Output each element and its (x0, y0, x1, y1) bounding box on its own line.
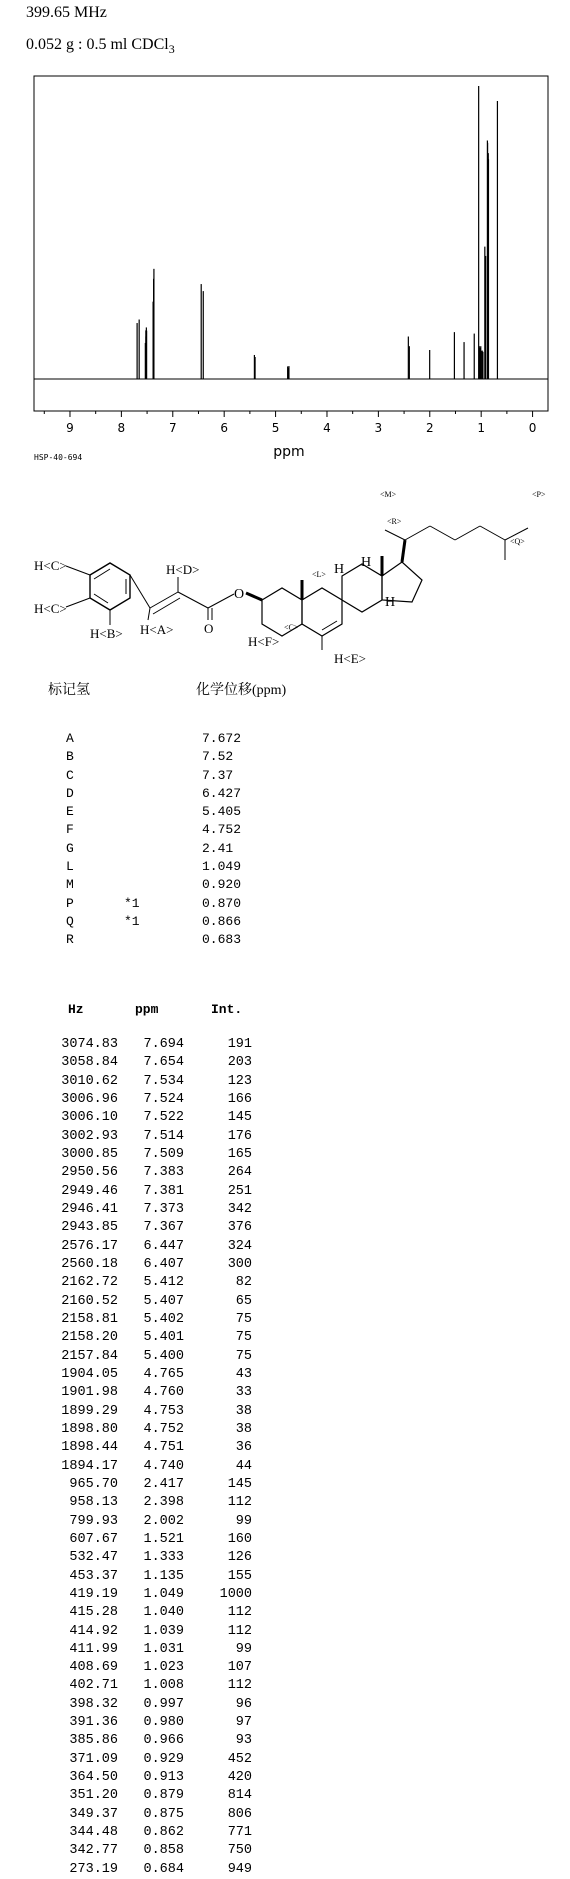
peak-ppm: 1.049 (143, 1586, 184, 1602)
peak-int: 452 (227, 1751, 252, 1767)
side-chain-bond (385, 530, 405, 540)
assignment-label: L (66, 859, 74, 875)
peak-ppm: 0.862 (143, 1825, 184, 1841)
spectrum-code: HSP-40-694 (34, 453, 83, 462)
peak-ppm: 1.040 (143, 1605, 184, 1621)
peak-ppm: 2.398 (143, 1495, 184, 1511)
assignment-ppm: 4.752 (202, 822, 242, 838)
label-h-ring-b: H (334, 562, 345, 577)
assignment-label: C (66, 767, 74, 783)
label-carbonyl-o: O (204, 621, 214, 636)
bond (148, 608, 150, 620)
peak-hz: 415.28 (69, 1605, 118, 1621)
peak-ppm: 2.417 (143, 1476, 184, 1492)
peak-hz: 3058.84 (61, 1055, 118, 1071)
peak-ppm: 2.002 (143, 1513, 184, 1529)
peak-ppm: 1.333 (143, 1550, 184, 1566)
peak-hz: 364.50 (69, 1770, 118, 1786)
peak-int: 96 (235, 1696, 252, 1712)
x-tick-label: 4 (323, 421, 331, 435)
peak-int: 38 (235, 1403, 252, 1419)
peak-hz: 1901.98 (61, 1385, 118, 1401)
label-ester-o: O (234, 587, 245, 602)
assignment-label: M (66, 877, 74, 893)
peak-ppm: 4.765 (143, 1366, 184, 1382)
sample-description (26, 36, 175, 57)
peak-hz: 1894.17 (61, 1458, 118, 1474)
side-chain-bond (402, 540, 405, 562)
peak-int: 126 (227, 1550, 252, 1566)
peak-ppm: 1.031 (143, 1641, 184, 1657)
label-h-a: H<A> (140, 622, 174, 637)
assignment-col-shift: 化学位移(ppm) (196, 683, 287, 698)
peak-ppm: 7.534 (143, 1073, 184, 1089)
molecular-structure (0, 480, 570, 680)
peak-ppm: 4.752 (143, 1421, 184, 1437)
assignment-ppm: 7.37 (202, 767, 234, 783)
label-l: <L> (312, 570, 326, 579)
peak-ppm: 0.980 (143, 1715, 184, 1731)
assignment-label: E (66, 804, 74, 820)
peak-int: 99 (235, 1513, 252, 1529)
x-tick-label: 2 (425, 421, 434, 435)
x-axis-ticks (34, 411, 548, 435)
peak-hz: 532.47 (69, 1550, 118, 1566)
peak-int: 324 (227, 1238, 252, 1254)
assignment-ppm: 7.52 (202, 749, 234, 765)
peak-ppm: 6.447 (143, 1238, 184, 1254)
x-tick-label: 8 (117, 421, 126, 435)
peak-int: 420 (227, 1770, 252, 1786)
peak-int: 166 (227, 1091, 252, 1107)
peak-hz: 2158.20 (61, 1330, 118, 1346)
peak-hz: 1899.29 (61, 1403, 118, 1419)
peak-hz: 453.37 (69, 1568, 118, 1584)
peak-ppm: 0.858 (143, 1843, 184, 1859)
peak-int: 38 (235, 1421, 252, 1437)
label-q: <Q> (510, 537, 525, 546)
peak-hz: 419.19 (69, 1586, 118, 1602)
vinyl-bond (150, 592, 178, 608)
assignment-label: P (66, 895, 74, 911)
assignment-label: A (66, 731, 74, 746)
peak-ppm: 7.373 (143, 1201, 184, 1217)
peak-hz: 2949.46 (61, 1183, 118, 1199)
label-c-ring: <C> (284, 623, 299, 632)
peak-ppm: 4.753 (143, 1403, 184, 1419)
side-chain-bond (430, 526, 455, 540)
peak-int: 145 (227, 1476, 252, 1492)
peak-hz: 344.48 (69, 1825, 118, 1841)
peak-int: 112 (227, 1495, 252, 1511)
peak-hz: 2158.81 (61, 1311, 118, 1327)
assignment-mark: *1 (124, 913, 140, 929)
assignment-label: G (66, 840, 74, 856)
peak-ppm: 5.401 (143, 1330, 184, 1346)
assignment-mark: *1 (124, 895, 140, 911)
peak-ppm: 1.039 (143, 1623, 184, 1639)
bond (208, 594, 234, 608)
label-h-c-lower: H<C> (34, 601, 67, 616)
label-m: <M> (380, 490, 397, 499)
assignment-ppm: 5.405 (202, 804, 242, 820)
spectrometer-frequency: 399.65 MHz (26, 4, 107, 21)
peak-ppm: 1.521 (143, 1531, 184, 1547)
sample-text: 0.052 g : 0.5 ml CDCl (26, 36, 169, 53)
bond (66, 598, 90, 607)
assignment-ppm: 0.683 (202, 932, 242, 948)
bond (66, 566, 90, 575)
bond (178, 592, 208, 608)
x-tick-label: 5 (271, 421, 280, 435)
peak-int: 300 (227, 1256, 252, 1272)
x-tick-label: 7 (168, 421, 177, 435)
label-h-ring-c: H (361, 555, 372, 570)
peak-hz: 1898.44 (61, 1440, 118, 1456)
peak-int: 203 (227, 1055, 252, 1071)
x-tick-label: 0 (528, 421, 537, 435)
peak-hz: 351.20 (69, 1788, 118, 1804)
peak-hz: 965.70 (69, 1476, 118, 1492)
peak-ppm: 7.381 (143, 1183, 184, 1199)
assignment-ppm: 7.672 (202, 731, 242, 746)
peak-hz: 371.09 (69, 1751, 118, 1767)
peak-hz: 3000.85 (61, 1146, 118, 1162)
bond (246, 593, 262, 600)
sample-subscript: 3 (168, 42, 175, 57)
peak-hz: 3002.93 (61, 1128, 118, 1144)
peak-hz: 391.36 (69, 1715, 118, 1731)
peak-ppm: 4.740 (143, 1458, 184, 1474)
peak-ppm: 0.879 (143, 1788, 184, 1804)
assignment-label: F (66, 822, 74, 838)
peak-hz: 3006.96 (61, 1091, 118, 1107)
peak-hz: 2160.52 (61, 1293, 118, 1309)
peak-hz: 342.77 (69, 1843, 118, 1859)
assignment-ppm: 0.866 (202, 913, 242, 929)
assignment-ppm: 0.870 (202, 895, 242, 911)
peak-int: 75 (235, 1330, 252, 1346)
peak-int: 43 (235, 1366, 252, 1382)
peak-hz: 799.93 (69, 1513, 118, 1529)
label-p: <P> (532, 490, 546, 499)
peak-hz: 411.99 (69, 1641, 118, 1657)
peak-int: 82 (235, 1275, 252, 1291)
peak-col-int: Int. (211, 1002, 243, 1017)
peak-int: 1000 (219, 1586, 252, 1602)
peak-hz: 349.37 (69, 1806, 118, 1822)
peak-ppm: 0.997 (143, 1696, 184, 1712)
peak-ppm: 5.400 (143, 1348, 184, 1364)
peak-hz: 385.86 (69, 1733, 118, 1749)
peak-ppm: 5.412 (143, 1275, 184, 1291)
peak-ppm: 4.751 (143, 1440, 184, 1456)
peak-int: 97 (235, 1715, 252, 1731)
peak-hz: 408.69 (69, 1660, 118, 1676)
assignment-ppm: 6.427 (202, 785, 242, 801)
x-axis-label: ppm (273, 444, 305, 460)
peak-int: 112 (227, 1623, 252, 1639)
peak-int: 75 (235, 1348, 252, 1364)
bond (130, 575, 150, 608)
peak-int: 264 (227, 1165, 252, 1181)
peak-ppm: 4.760 (143, 1385, 184, 1401)
steroid-ring-b (302, 588, 342, 636)
plot-frame (34, 76, 548, 411)
label-h-ring-d: H (385, 595, 396, 610)
peak-int: 160 (227, 1531, 252, 1547)
x-tick-label: 1 (477, 421, 486, 435)
peak-int: 814 (227, 1788, 252, 1804)
steroid-ring-c (342, 564, 382, 612)
peak-hz: 2157.84 (61, 1348, 118, 1364)
peak-ppm: 7.383 (143, 1165, 184, 1181)
peak-int: 65 (235, 1293, 252, 1309)
peak-hz: 402.71 (69, 1678, 118, 1694)
peak-ppm: 1.008 (143, 1678, 184, 1694)
peak-ppm: 5.407 (143, 1293, 184, 1309)
label-h-b: H<B> (90, 626, 123, 641)
assignment-label: B (66, 749, 74, 765)
peak-ppm: 7.522 (143, 1110, 184, 1126)
assignment-ppm: 1.049 (202, 859, 242, 875)
peak-ppm: 7.367 (143, 1220, 184, 1236)
peak-int: 112 (227, 1605, 252, 1621)
spectrum-peaks (137, 86, 497, 379)
peak-int: 342 (227, 1201, 252, 1217)
peak-hz: 3006.10 (61, 1110, 118, 1126)
peak-int: 251 (227, 1183, 252, 1199)
peak-ppm: 1.023 (143, 1660, 184, 1676)
label-h-e: H<E> (334, 651, 366, 666)
peak-int: 93 (235, 1733, 252, 1749)
vinyl-bond (153, 598, 180, 614)
peak-ppm: 7.524 (143, 1091, 184, 1107)
peak-int: 806 (227, 1806, 252, 1822)
peak-int: 165 (227, 1146, 252, 1162)
benzene-ring (90, 563, 130, 610)
peak-int: 99 (235, 1641, 252, 1657)
peak-hz: 2162.72 (61, 1275, 118, 1291)
peak-ppm: 6.407 (143, 1256, 184, 1272)
label-h-d: H<D> (166, 562, 200, 577)
peak-hz: 2943.85 (61, 1220, 118, 1236)
peak-ppm: 5.402 (143, 1311, 184, 1327)
peak-int: 112 (227, 1678, 252, 1694)
side-chain-bond (480, 526, 505, 540)
peak-ppm: 0.966 (143, 1733, 184, 1749)
nmr-spectrum-chart (0, 60, 570, 470)
x-tick-label: 3 (374, 421, 383, 435)
assignment-label: D (66, 785, 74, 801)
side-chain-bond (405, 526, 430, 540)
peak-int: 155 (227, 1568, 252, 1584)
peak-col-hz: Hz (68, 1002, 84, 1017)
peak-int: 44 (235, 1458, 252, 1474)
assignment-ppm: 2.41 (202, 840, 234, 856)
peak-int: 191 (227, 1037, 252, 1052)
peak-int: 376 (227, 1220, 252, 1236)
peak-int: 949 (227, 1861, 252, 1877)
assignment-ppm: 0.920 (202, 877, 242, 893)
peak-ppm: 7.694 (143, 1037, 184, 1052)
peak-hz: 3074.83 (61, 1037, 118, 1052)
peak-ppm: 1.135 (143, 1568, 184, 1584)
label-h-c-upper: H<C> (34, 558, 67, 573)
peak-hz: 607.67 (69, 1531, 118, 1547)
peak-hz: 1904.05 (61, 1366, 118, 1382)
side-chain-bond (455, 526, 480, 540)
peak-ppm: 7.654 (143, 1055, 184, 1071)
peak-hz: 2576.17 (61, 1238, 118, 1254)
peak-ppm: 7.509 (143, 1146, 184, 1162)
peak-hz: 2950.56 (61, 1165, 118, 1181)
peak-int: 75 (235, 1311, 252, 1327)
peak-ppm: 7.514 (143, 1128, 184, 1144)
peak-hz: 2946.41 (61, 1201, 118, 1217)
x-tick-label: 6 (220, 421, 229, 435)
peak-int: 33 (235, 1385, 252, 1401)
peak-ppm: 0.913 (143, 1770, 184, 1786)
assignment-label: Q (66, 913, 74, 929)
label-h-f: H<F> (248, 634, 280, 649)
peak-hz: 3010.62 (61, 1073, 118, 1089)
peak-hz: 414.92 (69, 1623, 118, 1639)
peak-hz: 398.32 (69, 1696, 118, 1712)
label-r: <R> (387, 517, 402, 526)
x-tick-label: 9 (66, 421, 74, 435)
peak-int: 750 (227, 1843, 252, 1859)
peak-int: 36 (235, 1440, 252, 1456)
peak-int: 176 (227, 1128, 252, 1144)
peak-int: 123 (227, 1073, 252, 1089)
peak-int: 107 (227, 1660, 252, 1676)
peak-hz: 2560.18 (61, 1256, 118, 1272)
peak-hz: 1898.80 (61, 1421, 118, 1437)
peak-int: 771 (227, 1825, 252, 1841)
assignment-col-label: 标记氢 (48, 683, 90, 698)
peak-hz: 958.13 (69, 1495, 118, 1511)
peak-hz: 273.19 (69, 1861, 118, 1877)
peak-col-ppm: ppm (135, 1002, 159, 1017)
assignment-label: R (66, 932, 74, 948)
peak-ppm: 0.875 (143, 1806, 184, 1822)
peak-int: 145 (227, 1110, 252, 1126)
peak-ppm: 0.684 (143, 1861, 184, 1877)
peak-ppm: 0.929 (143, 1751, 184, 1767)
